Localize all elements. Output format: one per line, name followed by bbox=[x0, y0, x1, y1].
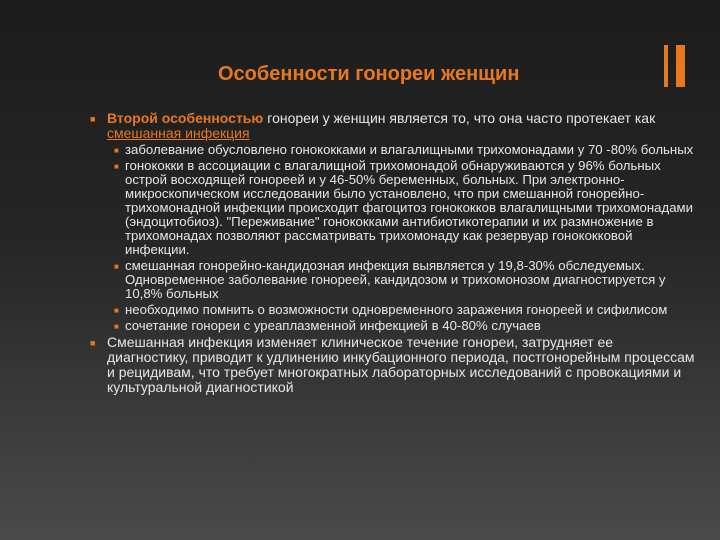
sub-bullet-item bbox=[107, 159, 698, 257]
square-bullet-icon: ■ bbox=[90, 114, 96, 124]
sub-bullet-list bbox=[107, 143, 698, 333]
bullet-highlight: Второй особенностью bbox=[107, 110, 264, 126]
slide-content bbox=[88, 111, 698, 397]
sub-bullet-text: гонококки в ассоциации с влагалищной трихомонадой обнаруживаются у 96% больных острой восходящей гонореей и у 46-50% беременных, больных. При электронно-микроскопическом исследовании было установлено, что при смешанной гонорейно-трихомонадной инфекции происходит фагоцитоз гонококков влагалищными трихомонадами (эндоцитобиоз). "Переживание" гонококками антибиотикотерапии и их размножение в трихомонадах позволяют рассматривать трихомонаду как резервуар гонококковой инфекции. bbox=[125, 158, 693, 257]
bullet-text: Смешанная инфекция изменяет клиническое течение гонореи, затрудняет ее диагностику, приводит к удлинению инкубационного периода, постгонорейным процессам и рецидивам, что требует многократных лабораторных исследований с провокациями и культуральной диагностикой bbox=[107, 334, 695, 395]
accent-bar-thin bbox=[664, 45, 668, 87]
sub-bullet-text: сочетание гонореи с уреаплазменной инфекцией в 40-80% случаев bbox=[125, 318, 541, 333]
accent-bar-thick bbox=[676, 45, 685, 87]
square-bullet-icon: ■ bbox=[90, 338, 96, 348]
slide-title: Особенности гонореи женщин bbox=[218, 63, 520, 85]
sub-bullet-text: необходимо помнить о возможности одновременного заражения гонореей и сифилисом bbox=[125, 302, 668, 317]
bullet-text: гонореи у женщин является то, что она часто протекает как bbox=[263, 110, 656, 126]
mixed-infection-link[interactable]: смешанная инфекция bbox=[107, 125, 250, 141]
sub-bullet-item bbox=[107, 319, 698, 333]
sub-bullet-text: смешанная гонорейно-кандидозная инфекция выявляется у 19,8-30% обследуемых. Одновременное заболевание гонореей, кандидозом и трихомонозом диагностируется у 10,8% больных bbox=[125, 258, 666, 301]
sub-bullet-item bbox=[107, 303, 698, 317]
bullet-item-1 bbox=[88, 111, 698, 333]
sub-bullet-item bbox=[107, 259, 698, 301]
sub-bullet-text: заболевание обусловлено гонококками и влагалищными трихомонадами у 70 -80% больных bbox=[125, 142, 694, 157]
square-bullet-icon: ■ bbox=[114, 162, 119, 171]
square-bullet-icon: ■ bbox=[114, 146, 119, 155]
sub-bullet-item bbox=[107, 143, 698, 157]
square-bullet-icon: ■ bbox=[114, 306, 119, 315]
square-bullet-icon: ■ bbox=[114, 322, 119, 331]
bullet-list bbox=[88, 111, 698, 395]
bullet-item-2 bbox=[88, 335, 698, 395]
square-bullet-icon: ■ bbox=[114, 262, 119, 271]
